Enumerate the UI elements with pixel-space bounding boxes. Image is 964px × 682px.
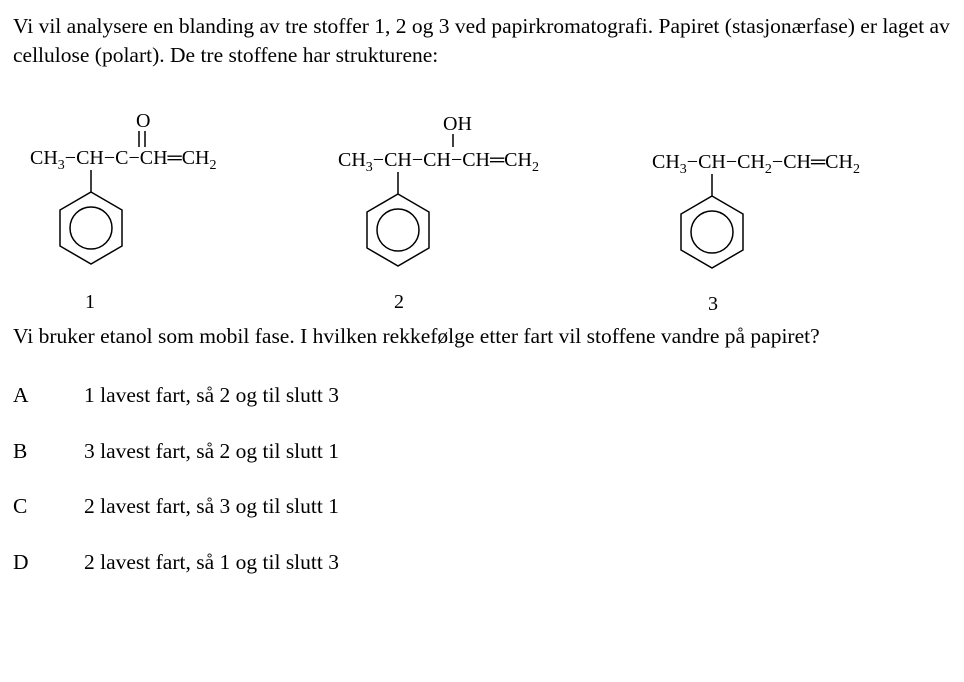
option-letter: B [13, 439, 28, 463]
molecule-1 [30, 110, 217, 313]
option-letter: C [13, 494, 28, 518]
molecule-2 [338, 113, 539, 313]
molecule-1-chain: $CH_3-CH-C-CH═CH_2$ [30, 147, 217, 173]
molecule-2-hydroxyl: OH [443, 113, 472, 135]
option-letter: D [13, 550, 29, 574]
aromatic-circle [691, 211, 733, 253]
aromatic-circle [70, 207, 112, 249]
molecule-2-chain: $CH_3-CH-CH-CH═CH_2$ [338, 149, 539, 175]
molecule-3-number: 3 [708, 293, 718, 315]
molecule-3 [652, 151, 860, 315]
option-text: 2 lavest fart, så 1 og til slutt 3 [84, 550, 339, 574]
molecule-2-number: 2 [394, 291, 404, 313]
molecule-1-oxygen: O [136, 110, 151, 132]
option-text: 3 lavest fart, så 2 og til slutt 1 [84, 439, 339, 463]
molecule-3-chain: $CH_3-CH-CH_2-CH═CH_2$ [652, 151, 860, 177]
intro-text: Vi vil analysere en blanding av tre stoffer 1, 2 og 3 ved papirkromatografi. Papiret (stasjonærfase) er laget av cellulose (polart). De tre stoffene har strukturene: [13, 14, 950, 67]
aromatic-circle [377, 209, 419, 251]
option-text: 1 lavest fart, så 2 og til slutt 3 [84, 383, 339, 407]
option-text: 2 lavest fart, så 3 og til slutt 1 [84, 494, 339, 518]
option-letter: A [13, 383, 29, 407]
molecule-structures [0, 100, 964, 320]
molecule-1-number: 1 [85, 291, 95, 313]
question-text: Vi bruker etanol som mobil fase. I hvilken rekkefølge etter fart vil stoffene vandre på papiret? [13, 324, 820, 348]
